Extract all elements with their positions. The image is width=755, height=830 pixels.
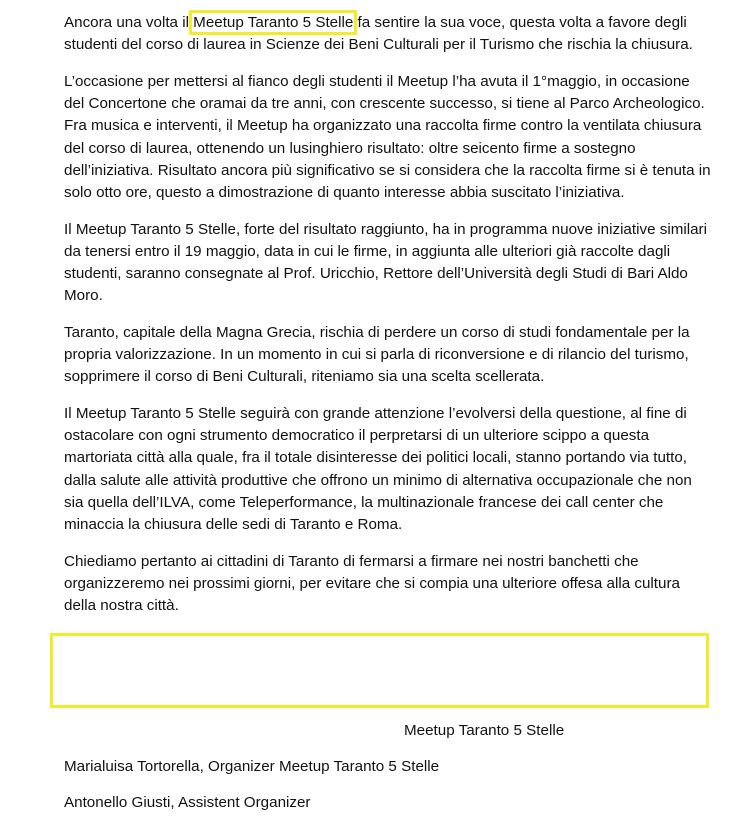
paragraph-5: Il Meetup Taranto 5 Stelle seguirà con grande attenzione l’evolversi della questione, al fine di ostacolare con ogni strumento democratico il perpretarsi di un ulteriore scippo a questa martoriata città alla quale, fra il totale disinteresse dei politici locali, stanno portando via tutto, dalla salute alle attività produttive che offrono un minimo di alternativa occupazionale che non sia quella dell’ILVA, come Teleperformance, la multinazionale francese dei call center che minaccia la chiusura delle sedi di Taranto e Roma. [64, 405, 692, 534]
article-body [64, 12, 714, 632]
highlighted-org-name: Meetup Taranto 5 Stelle [193, 14, 354, 31]
paragraph-6-appeal: Chiediamo pertanto ai cittadini di Taranto di fermarsi a firmare nei nostri banchetti che organizzeremo nei prossimi giorni, per evitare che si compia una ulteriore offesa alla cultura della nostra città. [64, 552, 680, 615]
paragraph-1 [64, 12, 714, 56]
organizer-line: Marialuisa Tortorella, Organizer Meetup Taranto 5 Stelle [64, 758, 440, 775]
paragraph-3: Il Meetup Taranto 5 Stelle, forte del risultato raggiunto, ha in programma nuove iniziative similari da tenersi entro il 19 maggio, data in cui le firme, in aggiunta alle ulteriori già raccolte dagli studenti, saranno consegnate al Prof. Uricchio, Rettore dell’Università degli Studi di Bari Aldo Moro. [64, 220, 707, 305]
highlight-box [50, 633, 709, 708]
signature: Meetup Taranto 5 Stelle [404, 722, 565, 739]
paragraph-1-start: Ancora una volta il [64, 14, 194, 31]
paragraph-1-rest: fa sentire la sua voce, questa volta a favore degli studenti del corso di laurea in Scienze dei Beni Culturali per il Turismo che rischia la chiusura. [64, 14, 693, 54]
paragraph-4: Taranto, capitale della Magna Grecia, rischia di perdere un corso di studi fondamentale per la propria valorizzazione. In un momento in cui si parla di riconversione e di rilancio del turismo, sopprimere il corso di Beni Culturali, riteniamo sia una scelta scellerata. [64, 323, 690, 386]
assistant-organizer-line: Antonello Giusti, Assistent Organizer [64, 794, 311, 811]
paragraph-2: L’occasione per mettersi al fianco degli studenti il Meetup l’ha avuta il 1°maggio, in occasione del Concertone che oramai da tre anni, con crescente successo, si tiene al Parco Archeologico. Fra musica e interventi, il Meetup ha organizzato una raccolta firme contro la ventilata chiusura del corso di laurea, ottenendo un lusinghiero risultato: oltre seicento firme a sostegno dell’iniziativa. Risultato ancora più significativo se si considera che la raccolta firme si è tenuta in solo otto ore, questo a dimostrazione di quanto interesse abbia suscitato l’iniziativa. [64, 72, 711, 201]
